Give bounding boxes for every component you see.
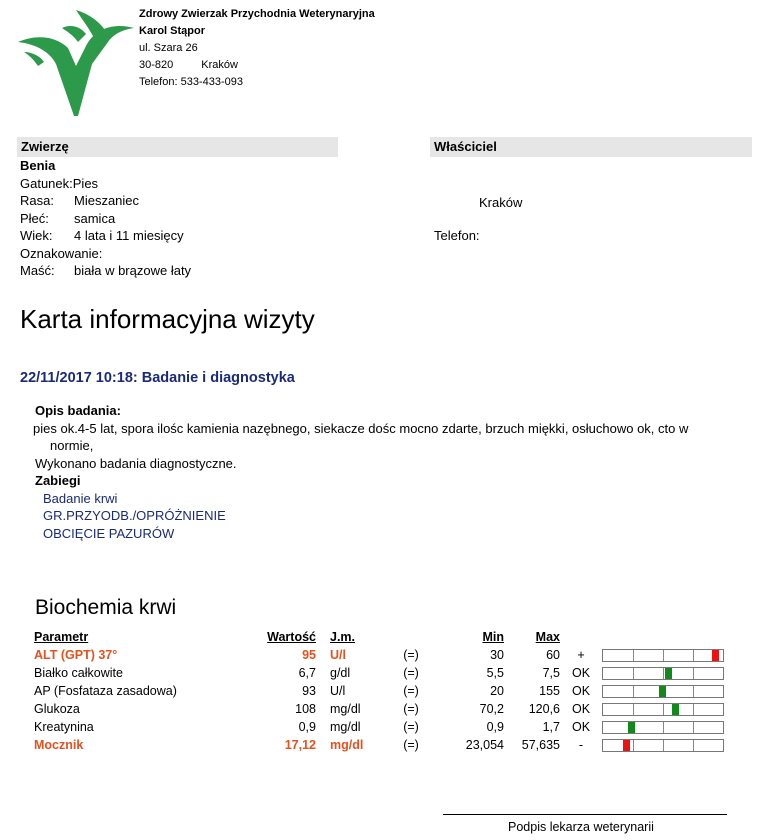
gauge-divider [663, 704, 664, 715]
description-label: Opis badania: [35, 403, 121, 418]
flag-cell: OK [571, 684, 591, 698]
table-header-row [32, 628, 726, 646]
gauge-divider [693, 704, 694, 715]
age-label: Wiek: [20, 228, 53, 243]
signature-line [443, 814, 727, 815]
min-cell: 0,9 [486, 720, 504, 734]
clinic-header [139, 6, 375, 91]
unit-cell: U/l [330, 648, 346, 662]
age-value: 4 lata i 11 miesięcy [74, 228, 184, 243]
gauge-cell [600, 646, 726, 664]
marking-label: Oznakowanie: [20, 245, 103, 261]
unit-cell: mg/dl [330, 702, 361, 716]
species-value: Pies [72, 175, 99, 191]
gauge-divider [633, 668, 634, 679]
value-cell: 93 [302, 684, 316, 698]
header-param: Parametr [34, 630, 89, 644]
gauge-divider [693, 650, 694, 661]
param-cell: Białko całkowite [34, 666, 123, 680]
param-cell: ALT (GPT) 37° [34, 648, 118, 662]
table-row [32, 700, 726, 718]
gauge-cell [600, 682, 726, 700]
table-row [32, 718, 726, 736]
eq-cell: (=) [403, 648, 419, 662]
gauge-cell [600, 664, 726, 682]
header-value: Wartość [267, 630, 316, 644]
range-gauge [602, 703, 724, 716]
table-row [32, 664, 726, 682]
owner-city: Kraków [479, 195, 523, 210]
biochem-table [32, 628, 726, 754]
value-cell: 95 [302, 648, 316, 662]
flag-cell: OK [571, 720, 591, 734]
max-cell: 60 [546, 648, 560, 662]
description-line-2: normie, [50, 438, 94, 453]
section-owner: Właściciel [430, 137, 752, 157]
min-cell: 20 [490, 684, 504, 698]
min-cell: 23,054 [465, 738, 504, 752]
procedure-item: GR.PRZYODB./OPRÓŻNIENIE [43, 508, 226, 523]
clinic-phone: Telefon: 533-433-093 [139, 76, 243, 88]
gauge-cell [600, 700, 726, 718]
gauge-cell [600, 718, 726, 736]
min-cell: 70,2 [479, 702, 504, 716]
gauge-divider [663, 650, 664, 661]
clinic-city: Kraków [201, 59, 238, 71]
sex-label: Płeć: [20, 210, 49, 226]
gauge-marker [628, 722, 635, 733]
max-cell: 120,6 [528, 702, 560, 716]
gauge-divider [663, 740, 664, 751]
gauge-divider [633, 650, 634, 661]
breed-value: Mieszaniec [74, 193, 140, 208]
gauge-divider [693, 722, 694, 733]
gauge-marker [712, 650, 719, 661]
clinic-logo [16, 8, 136, 120]
signature-label: Podpis lekarza weterynarii [508, 820, 654, 834]
value-cell: 6,7 [298, 666, 316, 680]
color-value: biała w brązowe łaty [74, 263, 192, 278]
color-label: Maść: [20, 263, 55, 278]
range-gauge [602, 685, 724, 698]
value-cell: 108 [295, 702, 316, 716]
gauge-divider [693, 668, 694, 679]
section-animal: Zwierzę [17, 137, 338, 157]
animal-name: Benia [20, 158, 56, 173]
gauge-marker [665, 668, 672, 679]
gauge-divider [693, 686, 694, 697]
header-blank [562, 628, 600, 646]
doctor-name: Karol Stąpor [139, 25, 206, 37]
header-max: Max [535, 630, 560, 644]
eq-cell: (=) [403, 684, 419, 698]
animal-info [20, 157, 191, 280]
eq-cell: (=) [403, 666, 419, 680]
gauge-marker [623, 740, 630, 751]
header-min: Min [482, 630, 504, 644]
procedures-label: Zabiegi [35, 473, 81, 488]
max-cell: 1,7 [542, 720, 560, 734]
description-line-1: pies ok.4-5 lat, spora ilośc kamienia nazębnego, siekacze dośc mocno zdarte, brzuch miękki, osłuchowo ok, cto w [33, 420, 689, 436]
gauge-marker [672, 704, 679, 715]
species-label: Gatunek: [20, 175, 73, 191]
gauge-divider [633, 704, 634, 715]
range-gauge [602, 721, 724, 734]
procedure-item: Badanie krwi [43, 490, 118, 506]
min-cell: 5,5 [486, 666, 504, 680]
range-gauge [602, 739, 724, 752]
param-cell: Mocznik [34, 738, 84, 752]
value-cell: 0,9 [298, 720, 316, 734]
eq-cell: (=) [403, 720, 419, 734]
gauge-divider [693, 740, 694, 751]
header-unit: J.m. [330, 630, 356, 644]
eq-cell: (=) [403, 738, 419, 752]
visit-header: 22/11/2017 10:18: Badanie i diagnostyka [20, 370, 295, 386]
header-blank [600, 628, 726, 646]
max-cell: 7,5 [542, 666, 560, 680]
eq-cell: (=) [403, 702, 419, 716]
unit-cell: mg/dl [330, 738, 364, 752]
description-line-3: Wykonano badania diagnostyczne. [35, 455, 237, 471]
range-gauge [602, 667, 724, 680]
visit-description [35, 402, 735, 542]
procedure-item: OBCIĘCIE PAZURÓW [43, 525, 175, 541]
max-cell: 155 [539, 684, 560, 698]
unit-cell: U/l [330, 684, 346, 698]
param-cell: AP (Fosfataza zasadowa) [34, 684, 177, 698]
flag-cell: - [578, 738, 584, 752]
page-title: Karta informacyjna wizyty [20, 304, 315, 334]
param-cell: Kreatynina [34, 720, 94, 734]
biochem-title: Biochemia krwi [35, 596, 177, 619]
unit-cell: mg/dl [330, 720, 361, 734]
min-cell: 30 [490, 648, 504, 662]
table-row [32, 646, 726, 664]
owner-phone-label: Telefon: [434, 228, 480, 243]
header-blank [386, 628, 436, 646]
flag-cell: OK [571, 702, 591, 716]
clinic-street: ul. Szara 26 [139, 42, 198, 54]
clinic-postal: 30-820 [139, 59, 174, 71]
sex-value: samica [74, 210, 116, 226]
clinic-name: Zdrowy Zwierzak Przychodnia Weterynaryjna [139, 8, 375, 20]
breed-label: Rasa: [20, 193, 54, 208]
gauge-divider [633, 740, 634, 751]
max-cell: 57,635 [521, 738, 560, 752]
param-cell: Glukoza [34, 702, 80, 716]
range-gauge [602, 649, 724, 662]
flag-cell: OK [571, 666, 591, 680]
table-row [32, 736, 726, 754]
flag-cell: + [577, 648, 585, 662]
unit-cell: g/dl [330, 666, 351, 680]
gauge-marker [659, 686, 666, 697]
gauge-divider [633, 686, 634, 697]
gauge-divider [663, 722, 664, 733]
gauge-cell [600, 736, 726, 754]
value-cell: 17,12 [284, 738, 316, 752]
table-row [32, 682, 726, 700]
